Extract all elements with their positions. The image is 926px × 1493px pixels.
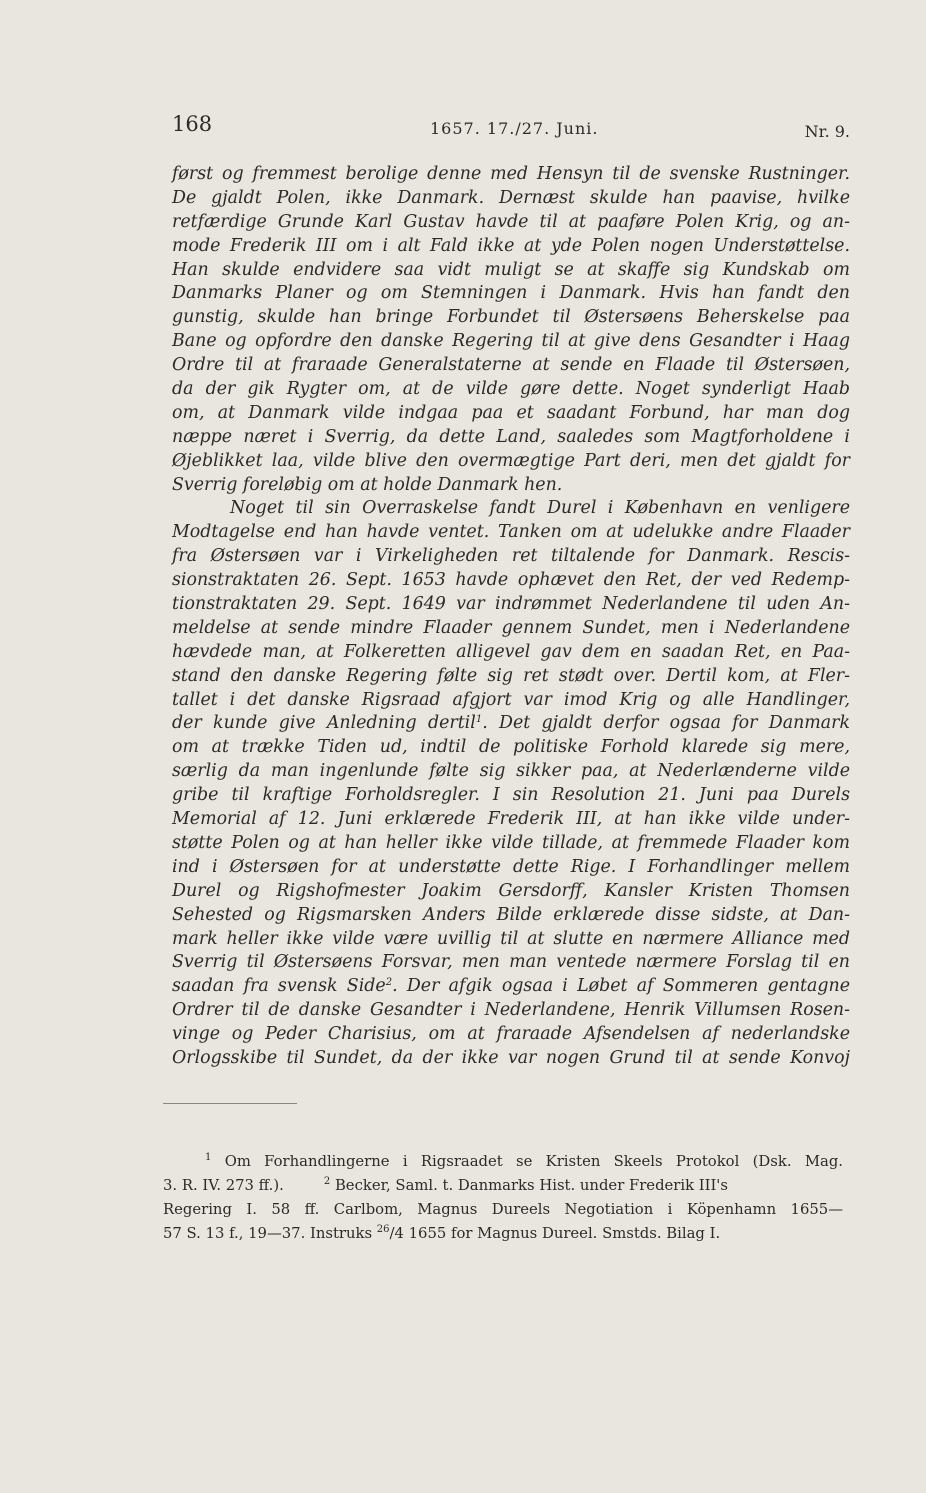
text-line: gunstig, skulde han bringe Forbundet til Østersøens Beherskelse paa <box>172 307 850 328</box>
text-line: Ordre til at fraraade Generalstaterne at sende en Flaade til Østersøen, <box>172 355 850 376</box>
footnote-ref: 2 <box>385 977 393 989</box>
text-line: hævdede man, at Folkeretten alligevel gav dem en saadan Ret, en Paa- <box>172 641 850 662</box>
text-line: mark heller ikke vilde være uvillig til at slutte en nærmere Alliance med <box>172 928 850 949</box>
text-line: Sehested og Rigsmarsken Anders Bilde erklærede disse sidste, at Dan- <box>172 904 850 925</box>
text-line: næppe næret i Sverrig, da dette Land, saaledes som Magtforholdene i <box>172 426 850 447</box>
text-line: mode Frederik III om i alt Fald ikke at yde Polen nogen Understøttelse. <box>172 235 850 256</box>
text-segment: der kunde give Anledning dertil <box>172 713 476 734</box>
text-line: stand den danske Regering følte sig ret stødt over. Dertil kom, at Fler- <box>172 665 850 686</box>
footnote-text: /4 1655 for Magnus Dureel. Smstds. Bilag I. <box>389 1225 721 1242</box>
text-line: om at trække Tiden ud, indtil de politiske Forhold klarede sig mere, <box>172 737 850 758</box>
text-line: De gjaldt Polen, ikke Danmark. Dernæst skulde han paavise, hvilke <box>172 187 850 208</box>
text-line: Bane og opfordre den danske Regering til at give dens Gesandter i Haag <box>172 331 850 352</box>
text-line <box>172 975 850 999</box>
footnote-mark: 2 <box>323 1176 331 1187</box>
text-line: Øjeblikket laa, vilde blive den overmægtige Part deri, men det gjaldt for <box>172 450 850 471</box>
text-line: tallet i det danske Rigsraad afgjort var imod Krig og alle Handlinger, <box>172 689 850 710</box>
footnote-text: 57 S. 13 f., 19—37. Instruks <box>163 1225 373 1242</box>
text-line: Modtagelse end han havde ventet. Tanken om at udelukke andre Flaader <box>172 522 850 543</box>
text-line: da der gik Rygter om, at de vilde gøre dette. Noget synderligt Haab <box>172 379 850 400</box>
footnote-text: Becker, Saml. t. Danmarks Hist. under Frederik III's <box>334 1177 728 1194</box>
section-label: Nr. 9. <box>804 122 850 141</box>
page-number: 168 <box>172 112 213 136</box>
text-line: Durel og Rigshofmester Joakim Gersdorff, Kansler Kristen Thomsen <box>172 880 850 901</box>
text-line: Han skulde endvidere saa vidt muligt se at skaffe sig Kundskab om <box>172 259 850 280</box>
text-line: fra Østersøen var i Virkeligheden ret tiltalende for Danmark. Rescis- <box>172 546 850 567</box>
footnote-text: Om Forhandlingerne i Rigsraadet se Kristen Skeels Protokol (Dsk. Mag. <box>224 1153 843 1170</box>
text-line: Noget til sin Overraskelse fandt Durel i København en venligere <box>230 498 850 519</box>
footnote-line <box>163 1150 843 1174</box>
body-text <box>172 163 850 1071</box>
text-line: om, at Danmark vilde indgaa paa et saadant Forbund, har man dog <box>172 402 850 423</box>
text-line: vinge og Peder Charisius, om at fraraade Afsendelsen af nederlandske <box>172 1024 850 1045</box>
text-line: Sverrig til Østersøens Forsvar, men man ventede nærmere Forslag til en <box>172 952 850 973</box>
text-segment: . Der afgik ogsaa i Løbet af Sommeren gentagne <box>392 976 851 997</box>
running-title: 1657. 17./27. Juni. <box>430 119 599 138</box>
text-line: gribe til kraftige Forholdsregler. I sin Resolution 21. Juni paa Durels <box>172 785 850 806</box>
text-line: tionstraktaten 29. Sept. 1649 var indrømmet Nederlandene til uden An- <box>172 594 850 615</box>
text-line: meldelse at sende mindre Flaader gennem Sundet, men i Nederlandene <box>172 617 850 638</box>
text-segment: saadan fra svensk Side <box>172 976 386 997</box>
text-line: Danmarks Planer og om Stemningen i Danmark. Hvis han fandt den <box>172 283 850 304</box>
text-line: Sverrig foreløbig om at holde Danmark hen. <box>172 474 563 495</box>
footnote-line: Regering I. 58 ff. Carlbom, Magnus Dureels Negotiation i Köpenhamn 1655— <box>163 1201 843 1218</box>
footnote-text: 3. R. IV. 273 ff.). <box>163 1177 284 1194</box>
text-line: Orlogsskibe til Sundet, da der ikke var nogen Grund til at sende Konvoj <box>172 1047 850 1068</box>
text-line: sionstraktaten 26. Sept. 1653 havde ophævet den Ret, der ved Redemp- <box>172 570 850 591</box>
page-header <box>172 112 850 142</box>
footnote-line <box>163 1174 843 1198</box>
text-line: Ordrer til de danske Gesandter i Nederlandene, Henrik Villumsen Rosen- <box>172 1000 850 1021</box>
text-line: særlig da man ingenlunde følte sig sikker paa, at Nederlænderne vilde <box>172 761 850 782</box>
text-segment: . Det gjaldt derfor ogsaa for Danmark <box>482 713 850 734</box>
text-line: Memorial af 12. Juni erklærede Frederik III, at han ikke vilde under- <box>172 809 850 830</box>
footnote-line <box>163 1222 843 1246</box>
footnote-ref: 1 <box>475 714 483 726</box>
text-line: først og fremmest berolige denne med Hensyn til de svenske Rustninger. <box>172 164 850 184</box>
footnote-divider <box>163 1103 297 1104</box>
footnote-date-sup: 26 <box>376 1224 390 1235</box>
text-line <box>172 712 850 736</box>
footnote-mark: 1 <box>205 1152 212 1163</box>
text-line: retfærdige Grunde Karl Gustav havde til at paaføre Polen Krig, og an- <box>172 211 850 232</box>
text-line: støtte Polen og at han heller ikke vilde tillade, at fremmede Flaader kom <box>172 832 850 853</box>
text-line: ind i Østersøen for at understøtte dette Rige. I Forhandlinger mellem <box>172 856 850 877</box>
footnotes <box>163 1150 843 1246</box>
